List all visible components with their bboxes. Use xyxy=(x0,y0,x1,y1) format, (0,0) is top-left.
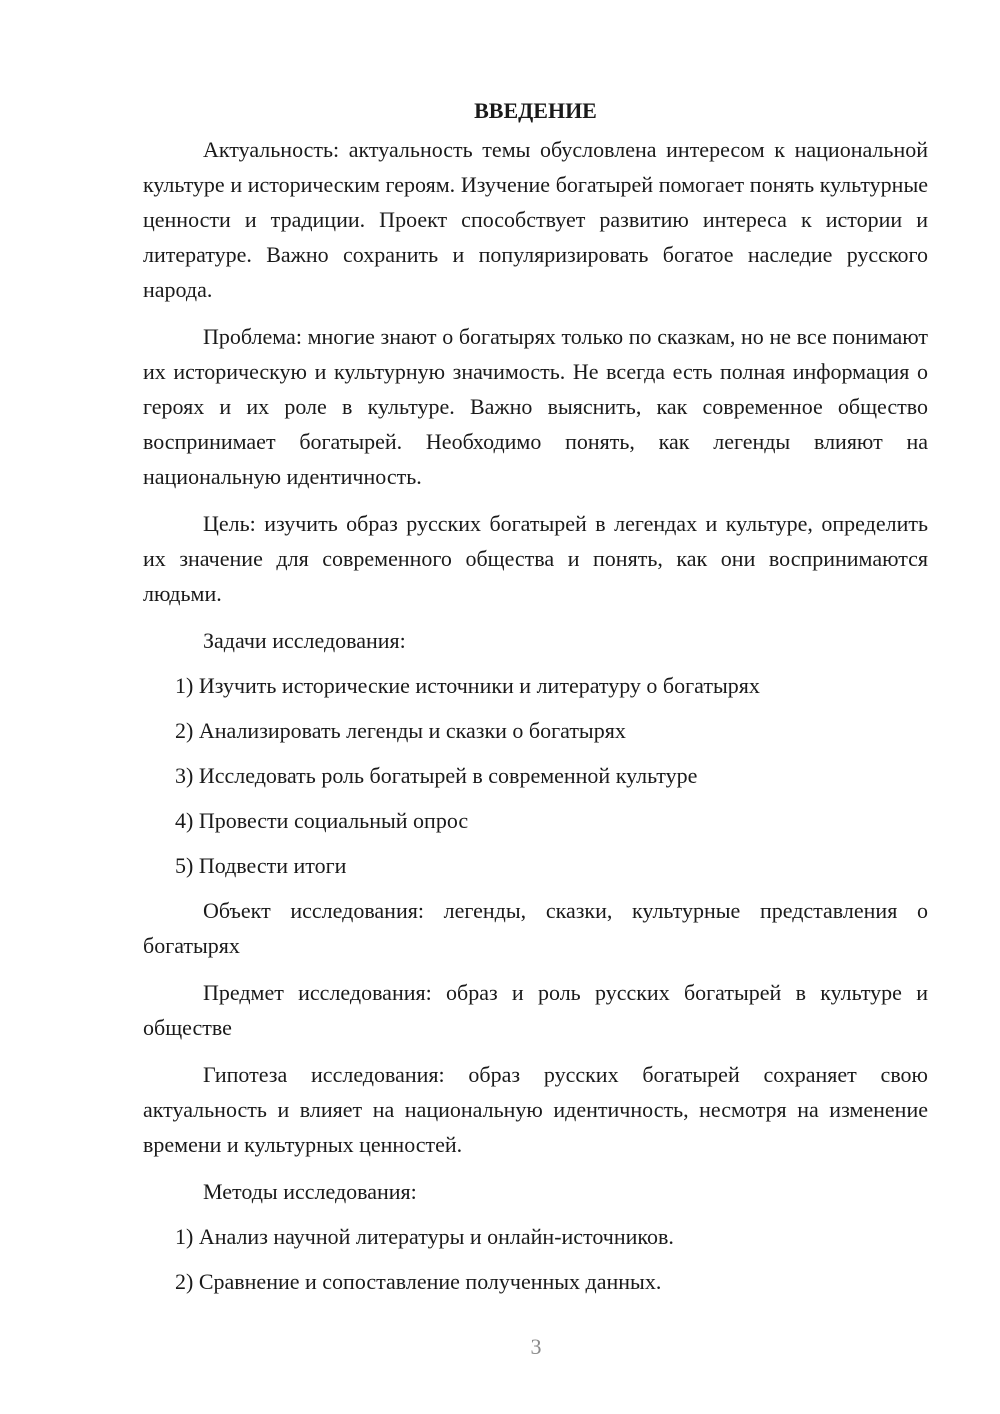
list-item: 5) Подвести итоги xyxy=(175,853,347,878)
problem-paragraph: Проблема: многие знают о богатырях только по сказкам, но не все понимают их историческую и культурную значимость. Не всегда есть полная информация о героях и их роле в культуре. Важно выяснить, как современное общество воспринимает богатырей. Необходимо понять, как легенды влияют на национальную идентичность. xyxy=(143,324,928,489)
tasks-list xyxy=(143,668,928,883)
subject-paragraph: Предмет исследования: образ и роль русских богатырей в культуре и обществе xyxy=(143,980,928,1040)
list-item: 3) Исследовать роль богатырей в современной культуре xyxy=(175,763,698,788)
hypothesis-paragraph: Гипотеза исследования: образ русских богатырей сохраняет свою актуальность и влияет на национальную идентичность, несмотря на изменение времени и культурных ценностей. xyxy=(143,1062,928,1157)
page-number: 3 xyxy=(530,1334,542,1359)
list-item: 1) Анализ научной литературы и онлайн-источников. xyxy=(175,1224,674,1249)
object-paragraph: Объект исследования: легенды, сказки, культурные представления о богатырях xyxy=(143,898,928,958)
methods-heading: Методы исследования: xyxy=(203,1179,417,1204)
list-item: 1) Изучить исторические источники и литературу о богатырях xyxy=(175,673,760,698)
list-item: 2) Анализировать легенды и сказки о богатырях xyxy=(175,718,626,743)
list-item: 4) Провести социальный опрос xyxy=(175,808,469,833)
page-content xyxy=(143,96,928,1309)
section-title: ВВЕДЕНИЕ xyxy=(474,98,597,123)
relevance-paragraph: Актуальность: актуальность темы обусловлена интересом к национальной культуре и историческим героям. Изучение богатырей помогает понять культурные ценности и традиции. Проект способствует развитию интереса к истории и литературе. Важно сохранить и популяризировать богатое наследие русского народа. xyxy=(143,137,928,302)
methods-list xyxy=(143,1219,928,1299)
goal-paragraph: Цель: изучить образ русских богатырей в легендах и культуре, определить их значение для современного общества и понять, как они воспринимаются людьми. xyxy=(143,511,928,606)
tasks-heading: Задачи исследования: xyxy=(203,628,406,653)
list-item: 2) Сравнение и сопоставление полученных данных. xyxy=(175,1269,662,1294)
